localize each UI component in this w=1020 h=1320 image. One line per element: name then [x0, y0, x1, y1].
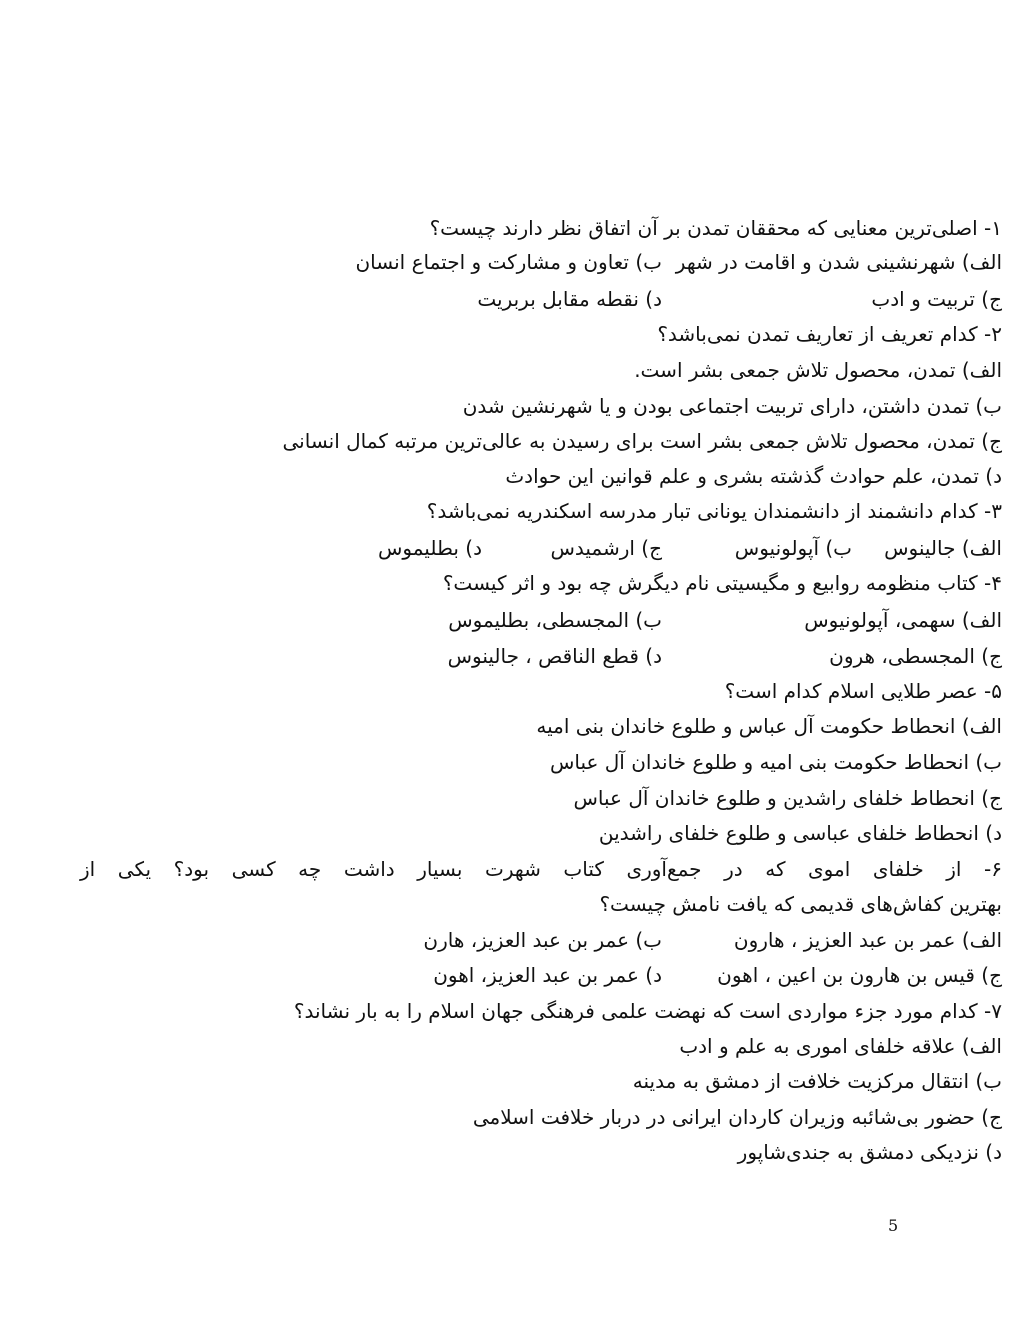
question-3: ۳- کدام دانشمند از دانشمندان یونانی تبار مدرسه اسکندریه نمی‌باشد؟ — [426, 499, 1002, 523]
q4-option-b: ب) المجسطی، بطلیموس — [448, 608, 662, 632]
q2-option-c: ج) تمدن، محصول تلاش جمعی بشر است برای رسیدن به عالی‌ترین مرتبه کمال انسانی — [282, 429, 1002, 453]
document-page — [80, 0, 1002, 1320]
q1-option-d: د) نقطه مقابل بربریت — [477, 287, 662, 311]
question-4-options-row-1 — [80, 603, 1002, 637]
q6-option-d: د) عمر بن عبد العزیز، اهون — [433, 963, 662, 987]
q3-option-a: الف) جالینوس — [884, 536, 1002, 560]
q1-option-a: الف) شهرنشینی شدن و اقامت در شهر — [675, 250, 1002, 274]
q6-option-c: ج) قیس بن هارون بن اعین ، اهون — [717, 963, 1002, 987]
question-6-options-row-1 — [80, 923, 1002, 957]
q4-option-c: ج) المجسطی، هرون — [829, 644, 1002, 668]
q3-option-b: ب) آپولونیوس — [734, 536, 852, 560]
q2-option-d: د) تمدن، علم حوادث گذشته بشری و علم قوانین این حوادث — [505, 464, 1002, 488]
q7-option-a: الف) علاقه خلفای اموری به علم و ادب — [679, 1034, 1002, 1058]
q7-option-d: د) نزدیکی دمشق به جندی‌شاپور — [737, 1140, 1002, 1164]
q6-option-b: ب) عمر بن عبد العزیز، هارن — [423, 928, 662, 952]
question-6-options-row-2 — [80, 958, 1002, 992]
question-3-options-row — [80, 531, 1002, 565]
question-5: ۵- عصر طلایی اسلام کدام است؟ — [724, 679, 1002, 703]
q5-option-a: الف) انحطاط حکومت آل عباس و طلوع خاندان بنی امیه — [536, 714, 1002, 738]
q5-option-c: ج) انحطاط خلفای راشدین و طلوع خاندان آل عباس — [573, 786, 1002, 810]
q3-option-c: ج) ارشمیدس — [550, 536, 662, 560]
question-1-options-row-2 — [80, 282, 1002, 316]
page-number: 5 — [888, 1216, 899, 1235]
q1-option-b: ب) تعاون و مشارکت و اجتماع انسان — [355, 250, 662, 274]
q6-option-a: الف) عمر بن عبد العزیز ، هارون — [733, 928, 1002, 952]
question-1-options-row-1 — [80, 245, 1002, 279]
q7-option-c: ج) حضور بی‌شائبه وزیران کاردان ایرانی در دربار خلافت اسلامی — [472, 1105, 1002, 1129]
q3-option-d: د) بطلیموس — [377, 536, 482, 560]
question-6-line-1: ۶- از خلفای اموی که در جمع‌آوری کتاب شهرت بسیار داشت چه کسی بود؟ یکی از — [80, 857, 1002, 881]
question-7: ۷- کدام مورد جزء مواردی است که نهضت علمی فرهنگی جهان اسلام را به بار نشاند؟ — [293, 999, 1002, 1023]
q4-option-d: د) قطع الناقص ، جالینوس — [447, 644, 662, 668]
q1-option-c: ج) تربیت و ادب — [871, 287, 1002, 311]
q2-option-b: ب) تمدن داشتن، دارای تربیت اجتماعی بودن و یا شهرنشین شدن — [462, 394, 1002, 418]
q4-option-a: الف) سهمی، آپولونیوس — [804, 608, 1002, 632]
question-4-options-row-2 — [80, 639, 1002, 673]
question-4: ۴- کتاب منظومه روابیع و مگیسیتی نام دیگرش چه بود و اثر کیست؟ — [442, 571, 1002, 595]
q2-option-a: الف) تمدن، محصول تلاش جمعی بشر است. — [634, 358, 1002, 382]
question-2: ۲- کدام تعریف از تعاریف تمدن نمی‌باشد؟ — [657, 322, 1002, 346]
q5-option-d: د) انحطاط خلفای عباسی و طلوع خلفای راشدین — [598, 821, 1002, 845]
question-6-line-2: بهترین کفاش‌های قدیمی که یافت نامش چیست؟ — [599, 892, 1002, 916]
question-1: ۱- اصلی‌ترین معنایی که محققان تمدن بر آن اتفاق نظر دارند چیست؟ — [429, 216, 1002, 240]
q7-option-b: ب) انتقال مرکزیت خلافت از دمشق به مدینه — [632, 1069, 1002, 1093]
q5-option-b: ب) انحطاط حکومت بنی امیه و طلوع خاندان آل عباس — [549, 750, 1002, 774]
